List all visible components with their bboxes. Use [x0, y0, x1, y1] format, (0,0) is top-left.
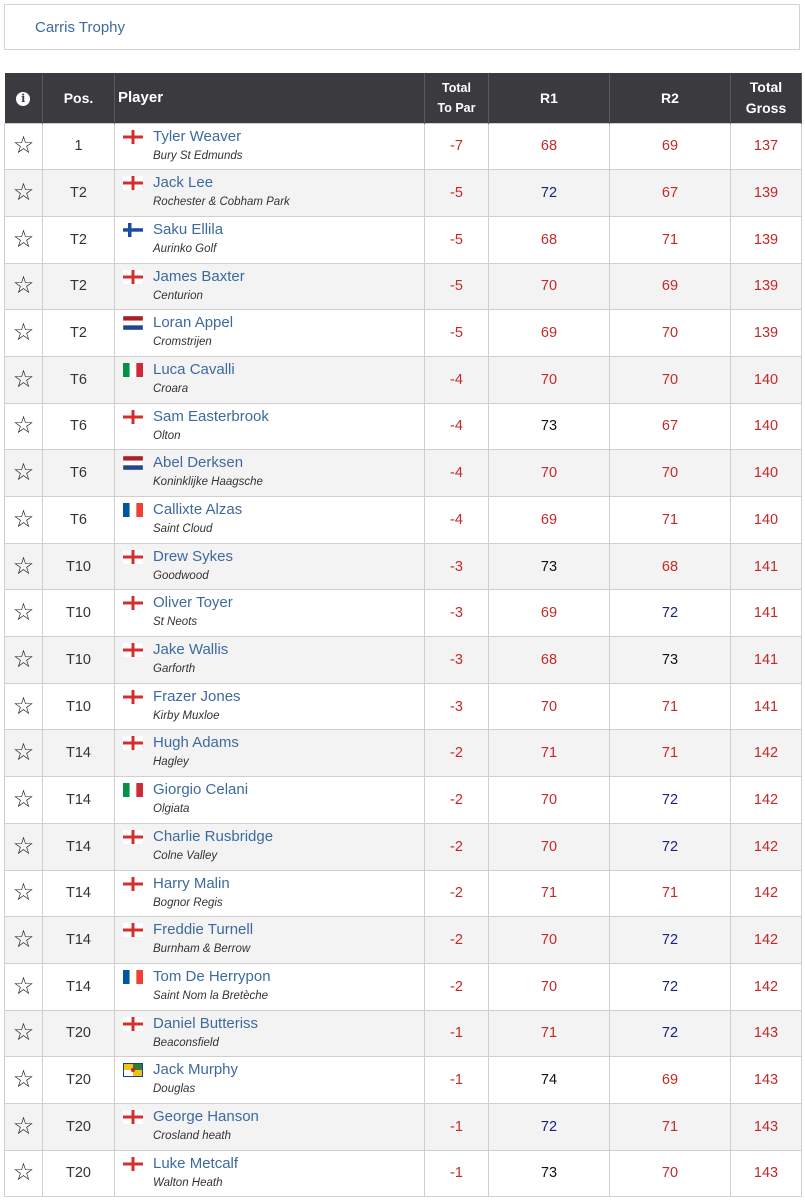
- star-icon[interactable]: ☆: [12, 272, 35, 300]
- total-gross: 141: [731, 543, 802, 590]
- england-flag-icon: [123, 550, 143, 564]
- player-cell: [115, 870, 425, 917]
- round-1-score: 70: [489, 963, 610, 1010]
- favorite-cell: [5, 637, 43, 684]
- player-name-link[interactable]: Tom De Herrypon: [153, 967, 271, 985]
- england-flag-icon: [123, 270, 143, 284]
- header-row: [5, 73, 802, 123]
- total-gross: 140: [731, 356, 802, 403]
- round-2-score: 72: [610, 1010, 731, 1057]
- star-icon[interactable]: ☆: [12, 132, 35, 160]
- star-icon[interactable]: ☆: [12, 179, 35, 207]
- total-to-par: -1: [425, 1057, 489, 1104]
- round-1-score: 68: [489, 216, 610, 263]
- position: T14: [43, 823, 115, 870]
- player-cell: [115, 450, 425, 497]
- total-to-par: -2: [425, 870, 489, 917]
- favorite-cell: [5, 450, 43, 497]
- player-cell: [115, 497, 425, 544]
- table-row[interactable]: [5, 263, 802, 310]
- england-flag-icon: [123, 830, 143, 844]
- position: T14: [43, 730, 115, 777]
- r2-header[interactable]: R2: [610, 73, 731, 123]
- total-to-par: -1: [425, 1150, 489, 1197]
- favorite-cell: [5, 1010, 43, 1057]
- table-row[interactable]: [5, 917, 802, 964]
- table-row[interactable]: [5, 1150, 802, 1197]
- table-row[interactable]: [5, 1103, 802, 1150]
- england-flag-icon: [123, 877, 143, 891]
- player-name-link[interactable]: Sam Easterbrook: [153, 407, 269, 425]
- star-icon[interactable]: ☆: [12, 926, 35, 954]
- total-gross-header[interactable]: [731, 73, 802, 123]
- table-row[interactable]: [5, 356, 802, 403]
- favorite-cell: [5, 310, 43, 357]
- table-row[interactable]: [5, 497, 802, 544]
- club-name: Bury St Edmunds: [153, 149, 243, 162]
- round-2-score: 67: [610, 403, 731, 450]
- club-name: Garforth: [153, 663, 196, 676]
- player-cell: [115, 1103, 425, 1150]
- table-row[interactable]: [5, 823, 802, 870]
- star-icon[interactable]: ☆: [12, 552, 35, 580]
- club-name: Croara: [153, 382, 189, 395]
- england-flag-icon: [123, 1157, 143, 1171]
- player-cell: [115, 683, 425, 730]
- total-to-par: -4: [425, 450, 489, 497]
- position: 1: [43, 123, 115, 170]
- player-name-link[interactable]: Freddie Turnell: [153, 921, 254, 939]
- table-row[interactable]: [5, 543, 802, 590]
- round-2-score: 71: [610, 870, 731, 917]
- star-icon[interactable]: ☆: [12, 319, 35, 347]
- player-cell: [115, 963, 425, 1010]
- player-cell: [115, 170, 425, 217]
- star-icon[interactable]: ☆: [12, 645, 35, 673]
- england-flag-icon: [123, 736, 143, 750]
- total-to-par: -4: [425, 356, 489, 403]
- total-gross: 139: [731, 310, 802, 357]
- club-name: Hagley: [153, 756, 189, 769]
- total-gross: 141: [731, 637, 802, 684]
- total-gross: 142: [731, 777, 802, 824]
- to-par-header-line2: To Par: [437, 100, 476, 115]
- total-to-par: -3: [425, 683, 489, 730]
- round-2-score: 72: [610, 963, 731, 1010]
- favorite-cell: [5, 730, 43, 777]
- info-header[interactable]: [5, 73, 43, 123]
- total-gross: 141: [731, 683, 802, 730]
- round-1-score: 69: [489, 310, 610, 357]
- total-gross: 142: [731, 730, 802, 777]
- round-1-score: 69: [489, 590, 610, 637]
- england-flag-icon: [123, 1017, 143, 1031]
- player-cell: [115, 310, 425, 357]
- position: T6: [43, 356, 115, 403]
- total-gross: 143: [731, 1103, 802, 1150]
- player-cell: [115, 590, 425, 637]
- club-name: Beaconsfield: [153, 1036, 219, 1049]
- round-2-score: 70: [610, 356, 731, 403]
- player-name-link[interactable]: Jack Murphy: [153, 1061, 239, 1079]
- france-flag-icon: [123, 503, 143, 517]
- total-to-par: -2: [425, 730, 489, 777]
- total-to-par: -5: [425, 310, 489, 357]
- total-to-par: -2: [425, 777, 489, 824]
- position: T6: [43, 450, 115, 497]
- table-row[interactable]: [5, 450, 802, 497]
- favorite-cell: [5, 1150, 43, 1197]
- player-header[interactable]: Player: [115, 73, 425, 123]
- total-gross: 142: [731, 917, 802, 964]
- table-row[interactable]: [5, 1010, 802, 1057]
- favorite-cell: [5, 683, 43, 730]
- tournament-link[interactable]: Carris Trophy: [35, 19, 126, 36]
- club-name: Saint Nom la Bretèche: [153, 989, 269, 1002]
- player-cell: [115, 356, 425, 403]
- player-cell: [115, 730, 425, 777]
- position: T20: [43, 1150, 115, 1197]
- star-icon[interactable]: ☆: [12, 365, 35, 393]
- favorite-cell: [5, 170, 43, 217]
- club-name: Bognor Regis: [153, 896, 223, 909]
- italy-flag-icon: [123, 363, 143, 377]
- round-2-score: 70: [610, 310, 731, 357]
- england-flag-icon: [123, 923, 143, 937]
- club-name: Olgiata: [153, 803, 190, 816]
- player-name-link[interactable]: Frazer Jones: [153, 687, 241, 705]
- england-flag-icon: [123, 130, 143, 144]
- club-name: Colne Valley: [153, 849, 218, 862]
- favorite-cell: [5, 777, 43, 824]
- england-flag-icon: [123, 690, 143, 704]
- gross-header-line2: Gross: [745, 99, 787, 116]
- round-2-score: 71: [610, 216, 731, 263]
- position: T14: [43, 963, 115, 1010]
- player-cell: [115, 777, 425, 824]
- total-gross: 142: [731, 870, 802, 917]
- total-gross: 140: [731, 497, 802, 544]
- round-2-score: 68: [610, 543, 731, 590]
- england-flag-icon: [123, 176, 143, 190]
- star-icon[interactable]: ☆: [12, 692, 35, 720]
- total-gross: 139: [731, 263, 802, 310]
- favorite-cell: [5, 216, 43, 263]
- round-1-score: 73: [489, 403, 610, 450]
- round-1-score: 70: [489, 356, 610, 403]
- position: T2: [43, 310, 115, 357]
- to-par-header-line1: Total: [442, 80, 471, 95]
- player-name-link[interactable]: George Hanson: [153, 1107, 259, 1125]
- favorite-cell: [5, 1103, 43, 1150]
- round-1-score: 70: [489, 263, 610, 310]
- player-cell: [115, 1010, 425, 1057]
- star-icon[interactable]: ☆: [12, 599, 35, 627]
- player-name-link[interactable]: Oliver Toyer: [153, 594, 233, 612]
- round-1-score: 70: [489, 917, 610, 964]
- breadcrumb: [4, 4, 800, 50]
- total-to-par: -2: [425, 963, 489, 1010]
- round-2-score: 69: [610, 1057, 731, 1104]
- position: T10: [43, 590, 115, 637]
- star-icon[interactable]: ☆: [12, 1112, 35, 1140]
- player-cell: [115, 263, 425, 310]
- total-to-par: -3: [425, 543, 489, 590]
- r1-header[interactable]: R1: [489, 73, 610, 123]
- finland-flag-icon: [123, 223, 143, 237]
- favorite-cell: [5, 543, 43, 590]
- total-to-par: -5: [425, 216, 489, 263]
- position: T2: [43, 170, 115, 217]
- club-name: Kirby Muxloe: [153, 709, 220, 722]
- round-2-score: 70: [610, 1150, 731, 1197]
- star-icon[interactable]: ☆: [12, 1019, 35, 1047]
- round-2-score: 71: [610, 683, 731, 730]
- player-cell: [115, 216, 425, 263]
- total-to-par: -5: [425, 170, 489, 217]
- england-flag-icon: [123, 410, 143, 424]
- player-name-link[interactable]: Saku Ellila: [153, 220, 224, 238]
- table-row[interactable]: [5, 170, 802, 217]
- round-1-score: 72: [489, 170, 610, 217]
- player-name-link[interactable]: Jake Wallis: [153, 641, 229, 659]
- player-name-link[interactable]: Tyler Weaver: [153, 127, 242, 145]
- total-gross: 143: [731, 1150, 802, 1197]
- round-2-score: 73: [610, 637, 731, 684]
- player-name-link[interactable]: Loran Appel: [153, 314, 234, 332]
- england-flag-icon: [123, 596, 143, 610]
- table-row[interactable]: [5, 637, 802, 684]
- round-1-score: 70: [489, 450, 610, 497]
- player-name-link[interactable]: Callixte Alzas: [153, 501, 243, 518]
- position: T2: [43, 216, 115, 263]
- gross-header-line1: Total: [749, 78, 783, 95]
- player-cell: [115, 1150, 425, 1197]
- round-2-score: 71: [610, 730, 731, 777]
- round-1-score: 70: [489, 683, 610, 730]
- round-2-score: 72: [610, 917, 731, 964]
- player-cell: [115, 403, 425, 450]
- player-cell: [115, 917, 425, 964]
- player-name-link[interactable]: Luke Metcalf: [153, 1154, 239, 1172]
- round-2-score: 69: [610, 123, 731, 170]
- total-gross: 143: [731, 1057, 802, 1104]
- total-to-par: -1: [425, 1010, 489, 1057]
- player-name-link[interactable]: Abel Derksen: [153, 454, 244, 472]
- club-name: St Neots: [153, 616, 198, 629]
- club-name: Saint Cloud: [153, 523, 213, 535]
- favorite-cell: [5, 870, 43, 917]
- table-row[interactable]: [5, 683, 802, 730]
- total-to-par: -2: [425, 823, 489, 870]
- total-gross: 141: [731, 590, 802, 637]
- player-cell: [115, 823, 425, 870]
- club-name: Walton Heath: [153, 1176, 223, 1189]
- total-gross: 137: [731, 123, 802, 170]
- position: T14: [43, 917, 115, 964]
- total-to-par: -2: [425, 917, 489, 964]
- netherlands-flag-icon: [123, 456, 143, 470]
- star-icon[interactable]: ☆: [12, 972, 35, 1000]
- total-to-par: -4: [425, 497, 489, 544]
- table-row[interactable]: [5, 403, 802, 450]
- favorite-cell: [5, 123, 43, 170]
- table-row[interactable]: [5, 777, 802, 824]
- round-2-score: 70: [610, 450, 731, 497]
- round-2-score: 71: [610, 1103, 731, 1150]
- position: T6: [43, 497, 115, 544]
- france-flag-icon: [123, 970, 143, 984]
- player-name-link[interactable]: Giorgio Celani: [153, 781, 249, 799]
- total-to-par: -3: [425, 637, 489, 684]
- round-2-score: 67: [610, 170, 731, 217]
- total-gross: 139: [731, 170, 802, 217]
- to-par-header[interactable]: [425, 73, 489, 123]
- table-row[interactable]: [5, 310, 802, 357]
- club-name: Goodwood: [153, 569, 209, 582]
- player-name-link[interactable]: Daniel Butteriss: [153, 1014, 259, 1032]
- round-1-score: 74: [489, 1057, 610, 1104]
- club-name: Centurion: [153, 289, 203, 302]
- favorite-cell: [5, 263, 43, 310]
- position: T10: [43, 683, 115, 730]
- table-row[interactable]: [5, 590, 802, 637]
- favorite-cell: [5, 497, 43, 544]
- position: T20: [43, 1010, 115, 1057]
- player-name-link[interactable]: James Baxter: [153, 267, 245, 285]
- favorite-cell: [5, 403, 43, 450]
- star-icon[interactable]: ☆: [12, 832, 35, 860]
- netherlands-flag-icon: [123, 316, 143, 330]
- total-gross: 143: [731, 1010, 802, 1057]
- total-to-par: -5: [425, 263, 489, 310]
- club-name: Cromstrijen: [153, 336, 212, 349]
- pos-header[interactable]: Pos.: [43, 73, 115, 123]
- star-icon[interactable]: ☆: [12, 1066, 35, 1094]
- player-name-link[interactable]: Hugh Adams: [153, 734, 239, 752]
- total-gross: 142: [731, 963, 802, 1010]
- total-gross: 139: [731, 216, 802, 263]
- player-name-link[interactable]: Luca Cavalli: [153, 360, 235, 378]
- england-flag-icon: [123, 1110, 143, 1124]
- favorite-cell: [5, 917, 43, 964]
- round-2-score: 69: [610, 263, 731, 310]
- round-1-score: 68: [489, 637, 610, 684]
- table-row[interactable]: [5, 730, 802, 777]
- round-1-score: 69: [489, 497, 610, 544]
- player-name-link[interactable]: Drew Sykes: [153, 547, 234, 565]
- round-2-score: 72: [610, 777, 731, 824]
- star-icon[interactable]: ☆: [12, 879, 35, 907]
- club-name: Rochester & Cobham Park: [153, 196, 290, 209]
- leaderboard-table: [4, 73, 802, 1197]
- total-to-par: -1: [425, 1103, 489, 1150]
- england-flag-icon: [123, 643, 143, 657]
- position: T20: [43, 1103, 115, 1150]
- star-icon[interactable]: ☆: [12, 505, 35, 533]
- table-row[interactable]: [5, 870, 802, 917]
- round-2-score: 72: [610, 590, 731, 637]
- star-icon[interactable]: ☆: [12, 785, 35, 813]
- total-gross: 140: [731, 450, 802, 497]
- favorite-cell: [5, 963, 43, 1010]
- player-cell: [115, 637, 425, 684]
- position: T6: [43, 403, 115, 450]
- round-1-score: 73: [489, 543, 610, 590]
- round-1-score: 68: [489, 123, 610, 170]
- round-2-score: 72: [610, 823, 731, 870]
- italy-flag-icon: [123, 783, 143, 797]
- position: T10: [43, 543, 115, 590]
- favorite-cell: [5, 590, 43, 637]
- total-to-par: -4: [425, 403, 489, 450]
- club-name: Aurinko Golf: [153, 242, 217, 255]
- player-name-link[interactable]: Harry Malin: [153, 874, 230, 892]
- star-icon[interactable]: ☆: [12, 459, 35, 487]
- player-cell: [115, 543, 425, 590]
- star-icon[interactable]: ☆: [12, 412, 35, 440]
- star-icon[interactable]: ☆: [12, 1159, 35, 1187]
- position: T14: [43, 870, 115, 917]
- position: T14: [43, 777, 115, 824]
- star-icon[interactable]: ☆: [12, 739, 35, 767]
- position: T10: [43, 637, 115, 684]
- total-gross: 142: [731, 823, 802, 870]
- round-2-score: 71: [610, 497, 731, 544]
- club-name: Olton: [153, 429, 181, 442]
- player-name-link[interactable]: Charlie Rusbridge: [153, 827, 274, 845]
- position: T20: [43, 1057, 115, 1104]
- club-name: Crosland heath: [153, 1129, 231, 1142]
- player-cell: [115, 123, 425, 170]
- total-to-par: -3: [425, 590, 489, 637]
- club-name: Burnham & Berrow: [153, 943, 251, 956]
- player-name-link[interactable]: Jack Lee: [153, 174, 214, 192]
- table-row[interactable]: [5, 216, 802, 263]
- round-1-score: 71: [489, 730, 610, 777]
- club-name: Koninklijke Haagsche: [153, 476, 263, 489]
- round-1-score: 72: [489, 1103, 610, 1150]
- total-gross: 140: [731, 403, 802, 450]
- round-1-score: 70: [489, 823, 610, 870]
- isle-of-man-flag-icon: [123, 1063, 143, 1077]
- table-row[interactable]: [5, 963, 802, 1010]
- round-1-score: 73: [489, 1150, 610, 1197]
- favorite-cell: [5, 823, 43, 870]
- round-1-score: 71: [489, 870, 610, 917]
- position: T2: [43, 263, 115, 310]
- total-to-par: -7: [425, 123, 489, 170]
- player-cell: [115, 1057, 425, 1104]
- table-row[interactable]: [5, 1057, 802, 1104]
- info-icon[interactable]: i: [16, 92, 30, 106]
- star-icon[interactable]: ☆: [12, 225, 35, 253]
- round-1-score: 71: [489, 1010, 610, 1057]
- favorite-cell: [5, 1057, 43, 1104]
- club-name: Douglas: [153, 1083, 196, 1096]
- favorite-cell: [5, 356, 43, 403]
- table-row[interactable]: [5, 123, 802, 170]
- round-1-score: 70: [489, 777, 610, 824]
